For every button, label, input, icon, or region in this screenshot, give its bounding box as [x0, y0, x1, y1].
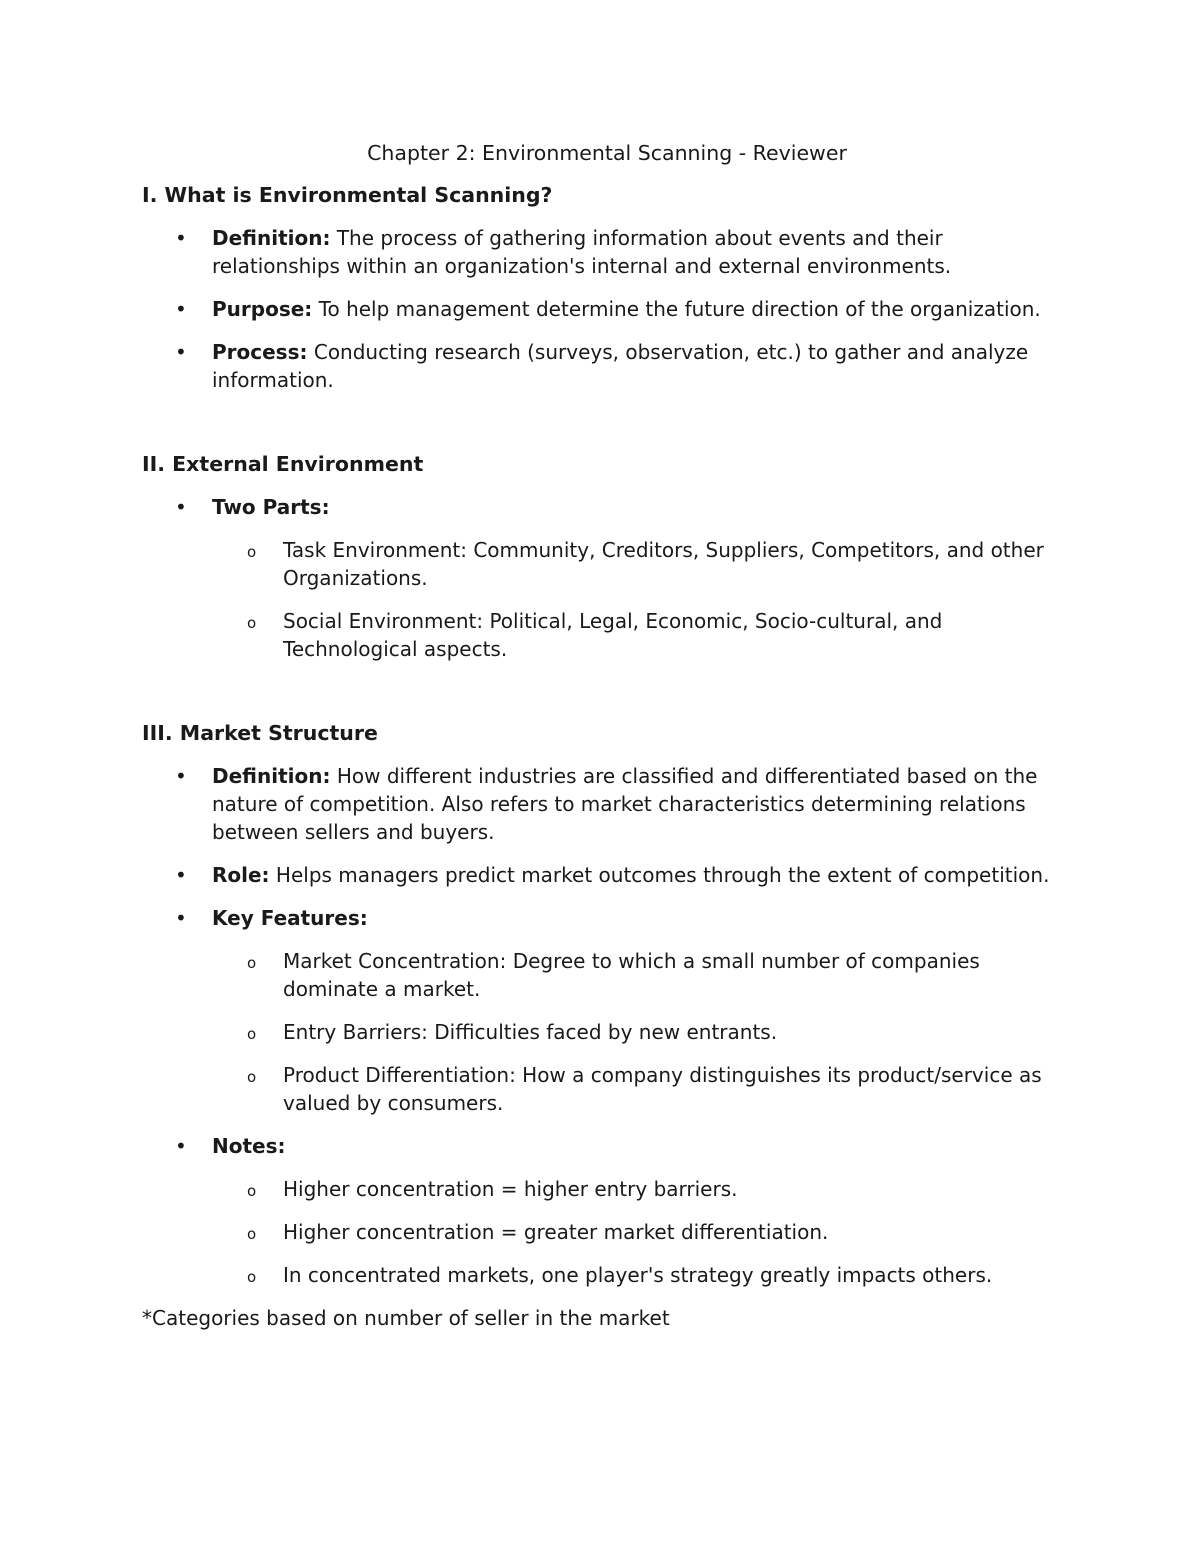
bullet-label: Notes: [212, 1134, 286, 1158]
sub-bullet-text: Higher concentration = greater market differentiation. [283, 1220, 829, 1244]
sub-bullet-text: In concentrated markets, one player's strategy greatly impacts others. [283, 1263, 993, 1287]
bullet-icon: • [175, 1134, 187, 1158]
sub-bullet-item [142, 947, 1072, 1003]
bullet-item [142, 493, 1072, 663]
sub-bullet-item [142, 607, 1072, 663]
bullet-list [142, 493, 1072, 663]
bullet-icon: • [175, 863, 187, 887]
bullet-icon: • [175, 226, 187, 250]
sub-bullet-text: Market Concentration: Degree to which a small number of companies dominate a market. [283, 949, 980, 1001]
sub-bullet-list [212, 1175, 1072, 1289]
sub-bullet-icon: o [247, 1268, 257, 1286]
sub-bullet-text: Higher concentration = higher entry barriers. [283, 1177, 738, 1201]
bullet-text: The process of gathering information about events and their relationships within an organization's internal and external environments. [212, 226, 952, 278]
sub-bullet-item [142, 536, 1072, 592]
sub-bullet-text: Social Environment: Political, Legal, Economic, Socio-cultural, and Technological aspects. [283, 609, 943, 661]
sub-bullet-icon: o [247, 954, 257, 972]
bullet-text: Helps managers predict market outcomes through the extent of competition. [269, 863, 1050, 887]
section [142, 181, 1072, 394]
document-page [142, 138, 1072, 1332]
bullet-item [142, 904, 1072, 1117]
section-spacer [142, 678, 1072, 719]
sub-bullet-list [212, 947, 1072, 1117]
sub-bullet-text: Entry Barriers: Difficulties faced by new entrants. [283, 1020, 778, 1044]
bullet-text: Conducting research (surveys, observation, etc.) to gather and analyze information. [212, 340, 1029, 392]
bullet-item [142, 762, 1072, 846]
bullet-label: Definition: [212, 764, 331, 788]
sub-bullet-icon: o [247, 614, 257, 632]
bullet-icon: • [175, 297, 187, 321]
sub-bullet-list [212, 536, 1072, 663]
bullet-label: Definition: [212, 226, 331, 250]
bullet-item [142, 1132, 1072, 1289]
sections-container [142, 181, 1072, 1289]
sub-bullet-icon: o [247, 1068, 257, 1086]
section-heading: II. External Environment [142, 452, 424, 476]
sub-bullet-icon: o [247, 1025, 257, 1043]
bullet-icon: • [175, 764, 187, 788]
bullet-text: How different industries are classified and differentiated based on the nature of competition. Also refers to market characteristics determining relations between sellers and buyers. [212, 764, 1038, 844]
section [142, 719, 1072, 1289]
bullet-list [142, 762, 1072, 1289]
document-title: Chapter 2: Environmental Scanning - Reviewer [367, 141, 847, 165]
sub-bullet-icon: o [247, 1225, 257, 1243]
bullet-label: Key Features: [212, 906, 368, 930]
sub-bullet-item [142, 1218, 1072, 1246]
bullet-item [142, 295, 1072, 323]
sub-bullet-item [142, 1175, 1072, 1203]
bullet-item [142, 861, 1072, 889]
section-spacer [142, 409, 1072, 450]
sub-bullet-text: Product Differentiation: How a company distinguishes its product/service as valued by consumers. [283, 1063, 1042, 1115]
bullet-icon: • [175, 906, 187, 930]
section [142, 450, 1072, 663]
sub-bullet-icon: o [247, 1182, 257, 1200]
bullet-icon: • [175, 340, 187, 364]
sub-bullet-item [142, 1261, 1072, 1289]
bullet-text: To help management determine the future direction of the organization. [312, 297, 1041, 321]
bullet-label: Role: [212, 863, 270, 887]
sub-bullet-icon: o [247, 543, 257, 561]
sub-bullet-item [142, 1061, 1072, 1117]
section-heading: I. What is Environmental Scanning? [142, 183, 553, 207]
bullet-item [142, 338, 1072, 394]
sub-bullet-text: Task Environment: Community, Creditors, Suppliers, Competitors, and other Organizations. [283, 538, 1044, 590]
footnote: *Categories based on number of seller in the market [142, 1306, 670, 1330]
section-heading: III. Market Structure [142, 721, 378, 745]
bullet-label: Two Parts: [212, 495, 330, 519]
bullet-icon: • [175, 495, 187, 519]
bullet-list [142, 224, 1072, 394]
bullet-item [142, 224, 1072, 280]
sub-bullet-item [142, 1018, 1072, 1046]
bullet-label: Process: [212, 340, 308, 364]
bullet-label: Purpose: [212, 297, 313, 321]
